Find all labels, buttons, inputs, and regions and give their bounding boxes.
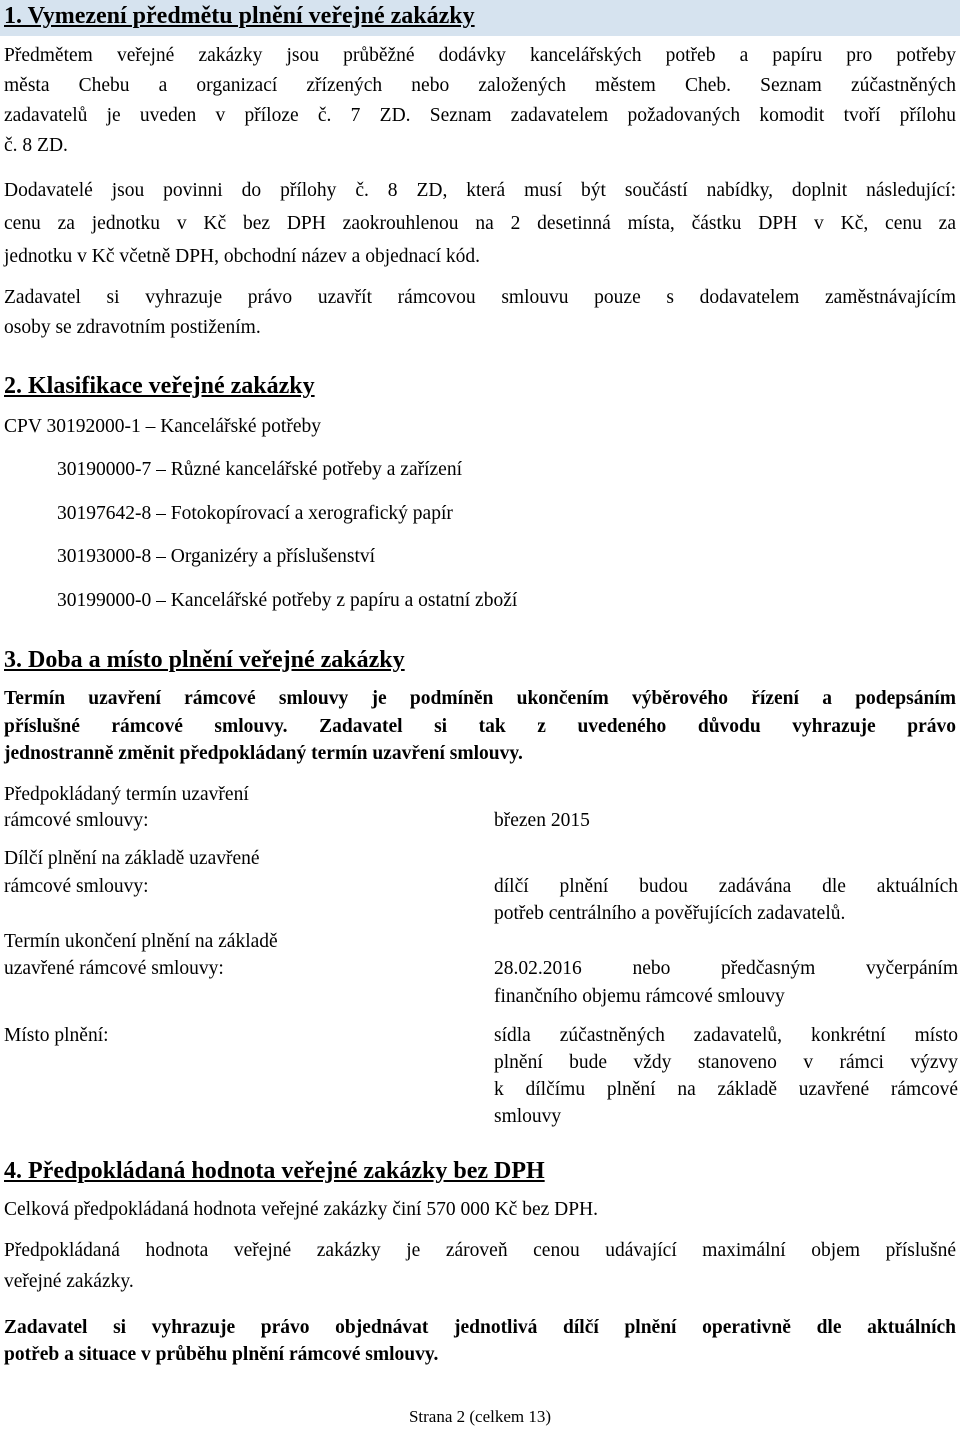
section-1-p3-line1: Zadavatel si vyhrazuje právo uzavřít rámcovou smlouvu pouze s dodavatelem zaměstnávajícím	[4, 287, 956, 308]
section-4-p1: Celková předpokládaná hodnota veřejné zakázky činí 570 000 Kč bez DPH.	[4, 1199, 599, 1220]
section-4-p2-line1: Předpokládaná hodnota veřejné zakázky je zároveň cenou udávající maximální objem příslušné	[4, 1240, 956, 1261]
row-3-label-line2: uzavřené rámcové smlouvy:	[4, 958, 224, 979]
cpv-sub-1: 30190000-7 – Různé kancelářské potřeby a zařízení	[57, 459, 463, 480]
section-1-p1-line3: zadavatelů je uveden v příloze č. 7 ZD. Seznam zadavatelem požadovaných komodit tvoří přílohu	[4, 105, 956, 126]
row-2-label-line2: rámcové smlouvy:	[4, 876, 149, 897]
row-4-value-line4: smlouvy	[494, 1106, 562, 1127]
row-4-value-line3: k dílčímu plnění na základě uzavřené rámcové	[494, 1079, 958, 1100]
page-footer: Strana 2 (celkem 13)	[408, 1407, 552, 1426]
cpv-sub-3: 30193000-8 – Organizéry a příslušenství	[57, 546, 376, 567]
section-4-heading: 4. Předpokládaná hodnota veřejné zakázky bez DPH	[4, 1158, 545, 1184]
row-3-value-line1: 28.02.2016 nebo předčasným vyčerpáním	[494, 958, 958, 979]
section-3-heading: 3. Doba a místo plnění veřejné zakázky	[4, 647, 405, 673]
cpv-main: CPV 30192000-1 – Kancelářské potřeby	[4, 416, 321, 437]
row-1-label-line1: Předpokládaný termín uzavření	[4, 784, 249, 805]
row-3-value-line2: finančního objemu rámcové smlouvy	[494, 986, 785, 1007]
section-1-p2-line3: jednotku v Kč včetně DPH, obchodní název a objednací kód.	[4, 246, 480, 267]
section-4-bold-line1: Zadavatel si vyhrazuje právo objednávat jednotlivá dílčí plnění operativně dle aktuálních	[4, 1317, 956, 1338]
section-3-bold-line2: příslušné rámcové smlouvy. Zadavatel si tak z uvedeného důvodu vyhrazuje právo	[4, 716, 956, 737]
row-4-label: Místo plnění:	[4, 1025, 109, 1046]
row-4-value-line2: plnění bude vždy stanoveno v rámci výzvy	[494, 1052, 958, 1073]
section-1-p3-line2: osoby se zdravotním postižením.	[4, 317, 261, 338]
section-2-heading: 2. Klasifikace veřejné zakázky	[4, 373, 315, 399]
section-3-bold-line3: jednostranně změnit předpokládaný termín uzavření smlouvy.	[4, 743, 523, 764]
section-4-p2-line2: veřejné zakázky.	[4, 1271, 134, 1292]
cpv-sub-4: 30199000-0 – Kancelářské potřeby z papíru a ostatní zboží	[57, 590, 518, 611]
cpv-sub-2: 30197642-8 – Fotokopírovací a xerografický papír	[57, 503, 453, 524]
row-2-value-line2: potřeb centrálního a pověřujících zadavatelů.	[494, 903, 846, 924]
section-1-heading: 1. Vymezení předmětu plnění veřejné zakázky	[4, 3, 475, 29]
section-1-p1-line4: č. 8 ZD.	[4, 135, 68, 156]
section-1-p1-line2: města Chebu a organizací zřízených nebo založených městem Cheb. Seznam zúčastněných	[4, 75, 956, 96]
section-4-bold-line2: potřeb a situace v průběhu plnění rámcové smlouvy.	[4, 1344, 439, 1365]
section-3-bold-line1: Termín uzavření rámcové smlouvy je podmíněn ukončením výběrového řízení a podepsáním	[4, 688, 956, 709]
row-2-label-line1: Dílčí plnění na základě uzavřené	[4, 848, 260, 869]
section-1-p2-line1: Dodavatelé jsou povinni do přílohy č. 8 ZD, která musí být součástí nabídky, doplnit následující:	[4, 180, 956, 201]
row-1-value: březen 2015	[494, 810, 590, 831]
row-2-value-line1: dílčí plnění budou zadávána dle aktuálních	[494, 876, 958, 897]
row-3-label-line1: Termín ukončení plnění na základě	[4, 931, 278, 952]
section-1-p2-line2: cenu za jednotku v Kč bez DPH zaokrouhlenou na 2 desetinná místa, částku DPH v Kč, cenu za	[4, 213, 956, 234]
row-1-label-line2: rámcové smlouvy:	[4, 810, 149, 831]
section-1-p1-line1: Předmětem veřejné zakázky jsou průběžné dodávky kancelářských potřeb a papíru pro potřeby	[4, 45, 956, 66]
row-4-value-line1: sídla zúčastněných zadavatelů, konkrétní místo	[494, 1025, 958, 1046]
